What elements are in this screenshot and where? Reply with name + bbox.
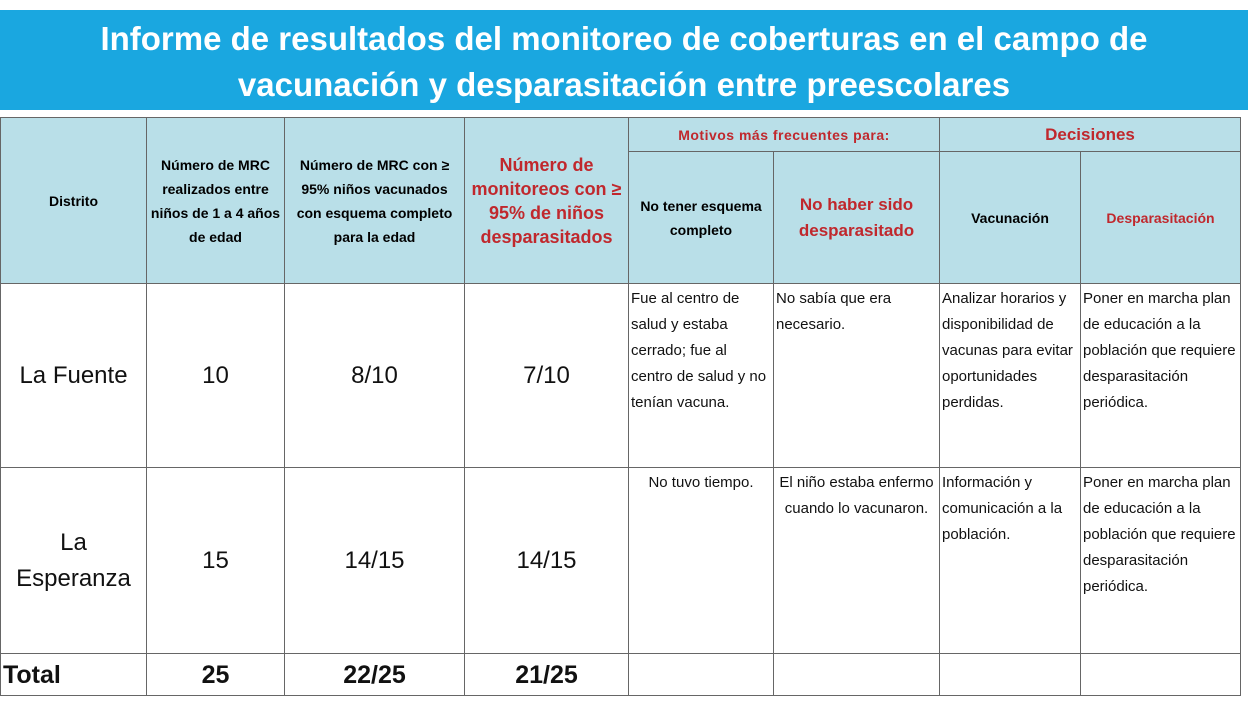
- header-mrc-vacunados: Número de MRC con ≥ 95% niños vacunados con esquema completo para la edad: [285, 118, 465, 284]
- table-row: [1, 284, 1241, 468]
- header-monitoreos-desparasitados: Número de monitoreos con ≥ 95% de niños desparasitados: [465, 118, 629, 284]
- cell-decision-desparasitacion: Poner en marcha plan de educación a la población que requiere desparasitación periódica.: [1081, 468, 1241, 654]
- cell-mrc-vacunados: 14/15: [285, 468, 465, 654]
- header-mrc-realizados: Número de MRC realizados entre niños de 1 a 4 años de edad: [147, 118, 285, 284]
- header-motivos: Motivos más frecuentes para:: [629, 118, 940, 152]
- title-line-2: vacunación y desparasitación entre preescolares: [237, 66, 1011, 103]
- total-mrc-vacunados: 22/25: [285, 654, 465, 696]
- header-no-desparasitado: No haber sido desparasitado: [774, 152, 940, 284]
- total-empty-cell: [629, 654, 774, 696]
- cell-distrito: La Fuente: [1, 284, 147, 468]
- cell-motivo-esquema: No tuvo tiempo.: [629, 468, 774, 654]
- cell-mrc-realizados: 15: [147, 468, 285, 654]
- total-monitoreos: 21/25: [465, 654, 629, 696]
- total-empty-cell: [774, 654, 940, 696]
- header-decisiones: Decisiones: [940, 118, 1241, 152]
- cell-decision-vacunacion: Información y comunicación a la población.: [940, 468, 1081, 654]
- title-line-1: Informe de resultados del monitoreo de coberturas en el campo de: [100, 20, 1148, 57]
- header-no-esquema: No tener esquema completo: [629, 152, 774, 284]
- total-empty-cell: [940, 654, 1081, 696]
- cell-monitoreos: 14/15: [465, 468, 629, 654]
- cell-motivo-desparasitado: No sabía que era necesario.: [774, 284, 940, 468]
- header-desparasitacion: Desparasitación: [1081, 152, 1241, 284]
- results-table: [0, 117, 1241, 696]
- cell-motivo-esquema: Fue al centro de salud y estaba cerrado; fue al centro de salud y no tenían vacuna.: [629, 284, 774, 468]
- cell-mrc-vacunados: 8/10: [285, 284, 465, 468]
- cell-motivo-desparasitado: El niño estaba enfermo cuando lo vacunaron.: [774, 468, 940, 654]
- table-row: [1, 468, 1241, 654]
- cell-decision-vacunacion: Analizar horarios y disponibilidad de vacunas para evitar oportunidades perdidas.: [940, 284, 1081, 468]
- cell-decision-desparasitacion: Poner en marcha plan de educación a la población que requiere desparasitación periódica.: [1081, 284, 1241, 468]
- cell-mrc-realizados: 10: [147, 284, 285, 468]
- total-empty-cell: [1081, 654, 1241, 696]
- cell-distrito: La Esperanza: [1, 468, 147, 654]
- header-distrito: Distrito: [1, 118, 147, 284]
- cell-monitoreos: 7/10: [465, 284, 629, 468]
- header-vacunacion: Vacunación: [940, 152, 1081, 284]
- total-row: [1, 654, 1241, 696]
- title-banner: [0, 10, 1248, 110]
- total-label: Total: [1, 654, 147, 696]
- total-mrc-realizados: 25: [147, 654, 285, 696]
